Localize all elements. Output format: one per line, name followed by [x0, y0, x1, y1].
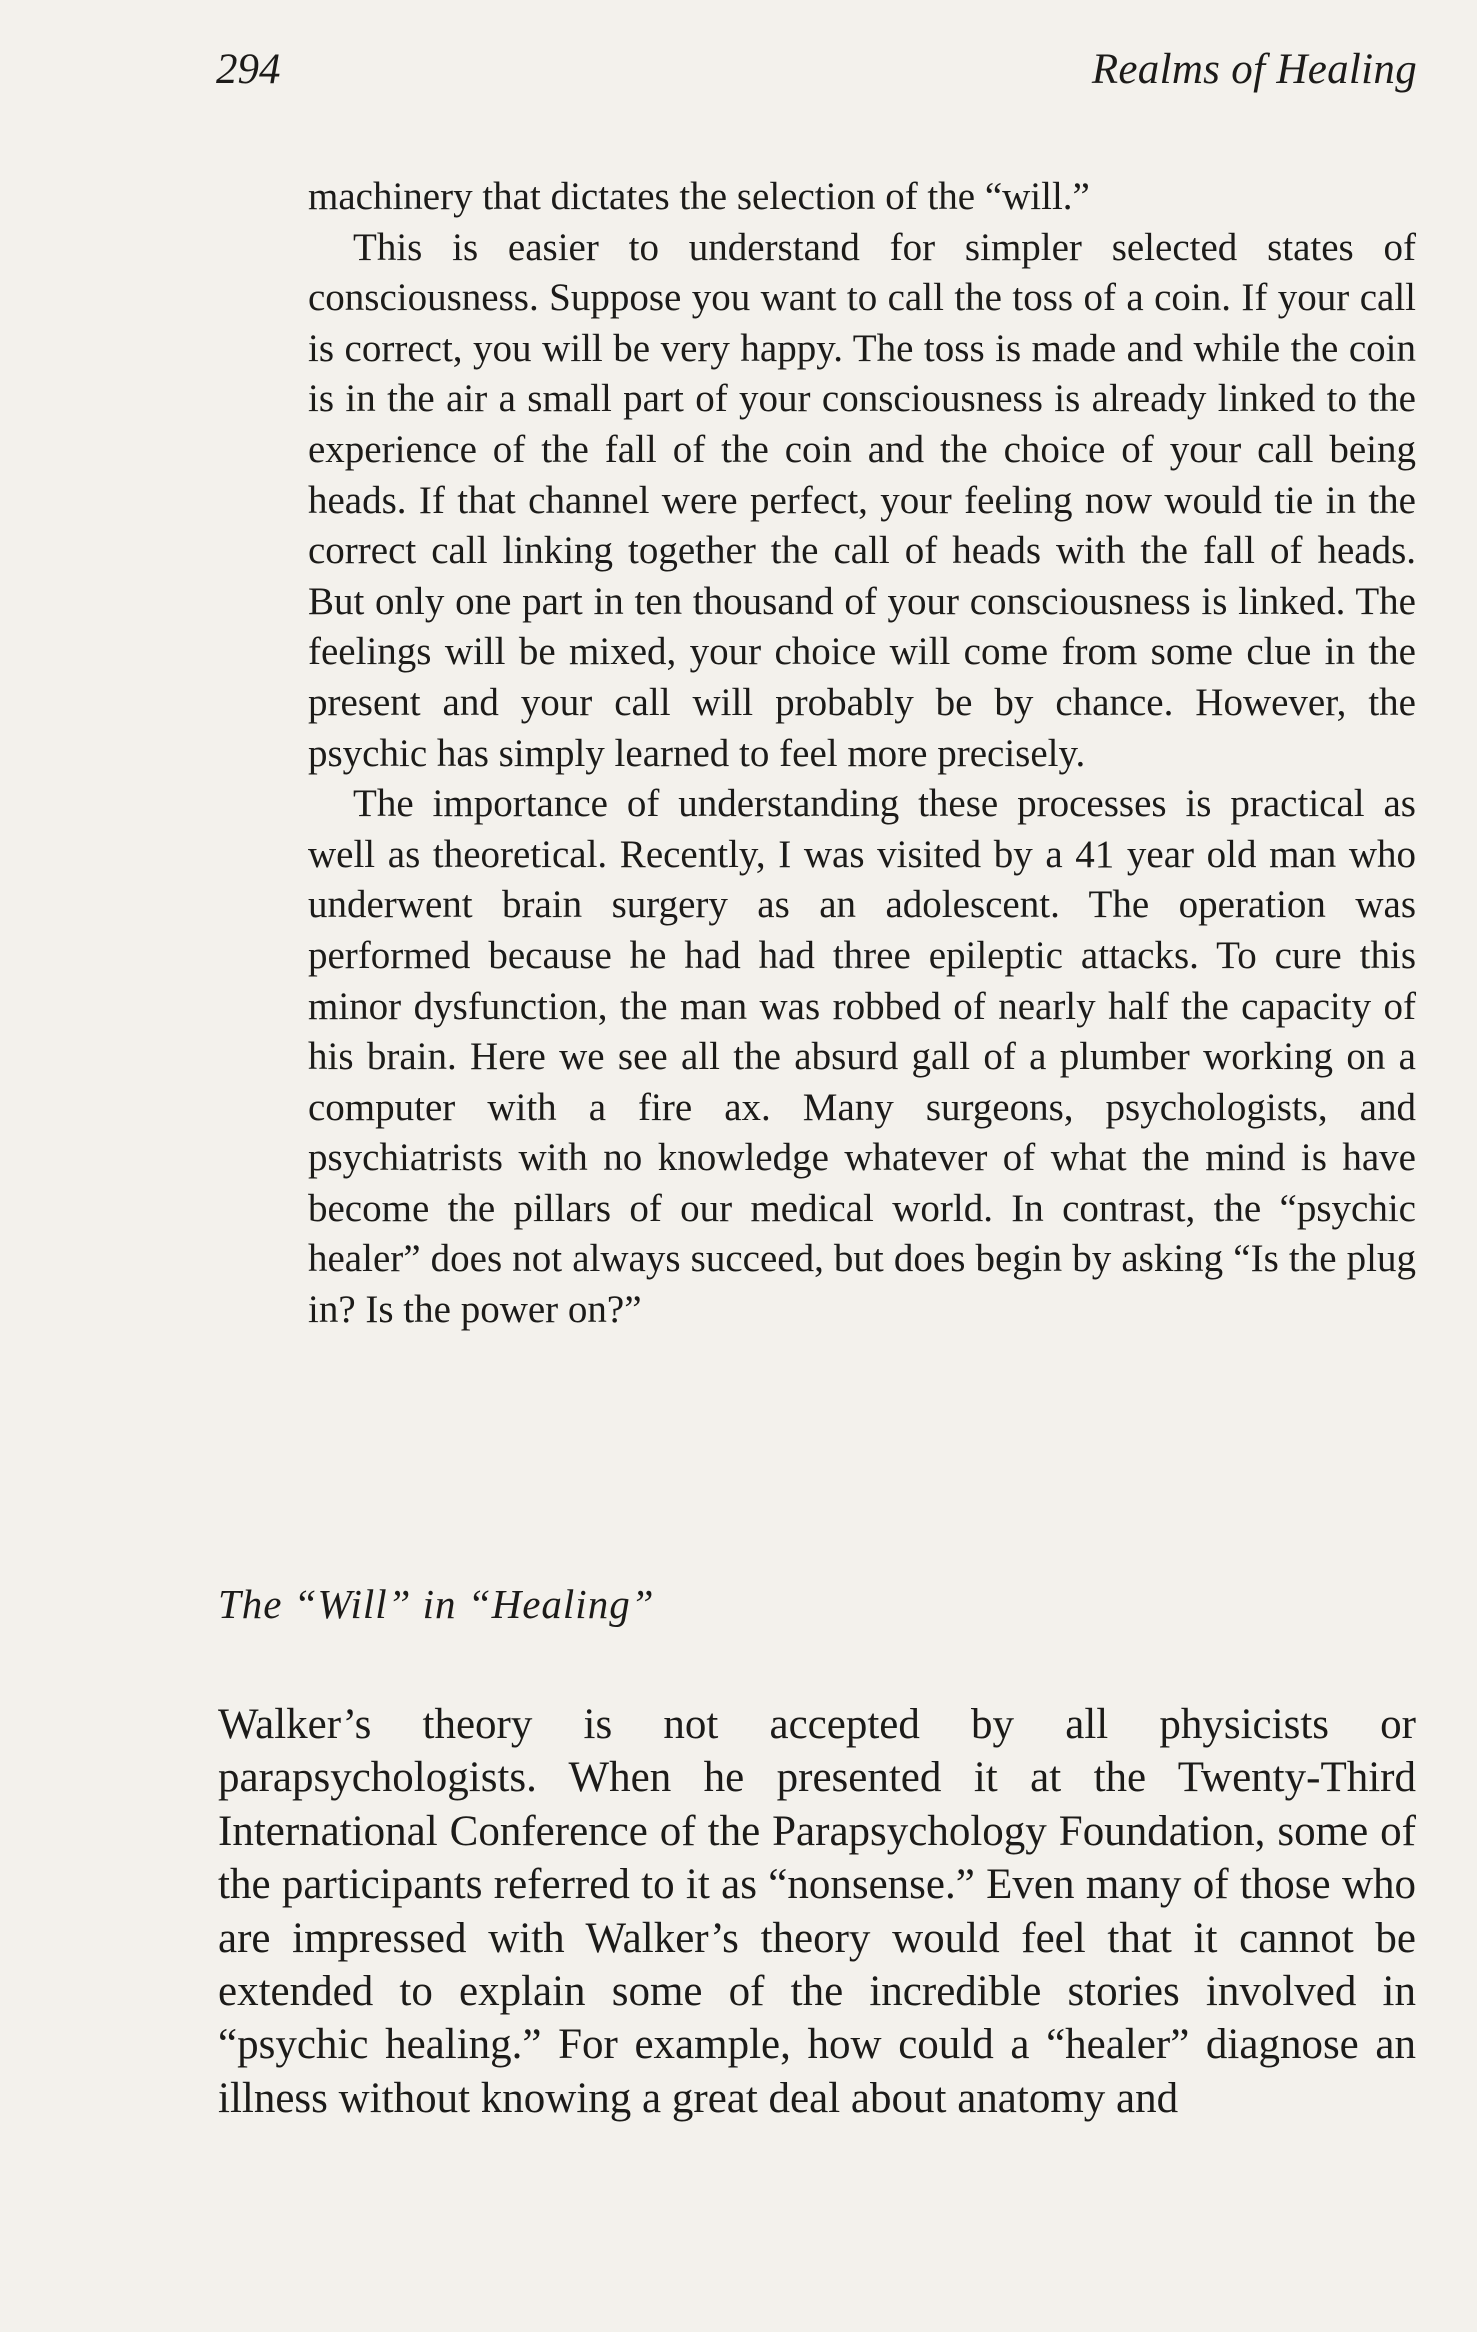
quote-paragraph: This is easier to understand for simpler selected states of consciousness. Suppose you want to call the toss of a coin. If your call is correct, you will be very happy. The toss is made and while the coin is in the air a small part of your consciousness is already linked to the experience of the fall of the coin and the choice of your call being heads. If that channel were perfect, your feeling now would tie in the correct call linking together the call of heads with the fall of heads. But only one part in ten thousand of your consciousness is linked. The feelings will be mixed, your choice will come from some clue in the present and your call will probably be by chance. However, the psychic has simply learned to feel more precisely.	[308, 225, 1416, 775]
page-number: 294	[216, 46, 281, 93]
quote-paragraph: machinery that dictates the selection of the “will.”	[308, 175, 1090, 218]
running-head: Realms of Healing	[1091, 46, 1417, 93]
section-heading: The “Will” in “Healing”	[218, 1581, 655, 1627]
body-text	[218, 1698, 1416, 2125]
quote-paragraph: The importance of understanding these processes is practical as well as theoretical. Recently, I was visited by a 41 year old man who underwent brain surgery as an adolescent. The operation was performed because he had had three epileptic attacks. To cure this minor dysfunction, the man was robbed of nearly half the capacity of his brain. Here we see all the absurd gall of a plumber working on a computer with a fire ax. Many surgeons, psychologists, and psychiatrists with no knowledge whatever of what the mind is have become the pillars of our medical world. In contrast, the “psychic healer” does not always succeed, but does begin by asking “Is the plug in? Is the power on?”	[308, 782, 1416, 1332]
indented-quote-block	[308, 172, 1416, 1336]
body-paragraph: Walker’s theory is not accepted by all physicists or parapsychologists. When he presented it at the Twenty-Third International Conference of the Parapsychology Foundation, some of the participants referred to it as “nonsense.” Even many of those who are impressed with Walker’s theory would feel that it cannot be extended to explain some of the incredible stories involved in “psychic healing.” For example, how could a “healer” diagnose an illness without knowing a great deal about anatomy and	[218, 1701, 1416, 2122]
